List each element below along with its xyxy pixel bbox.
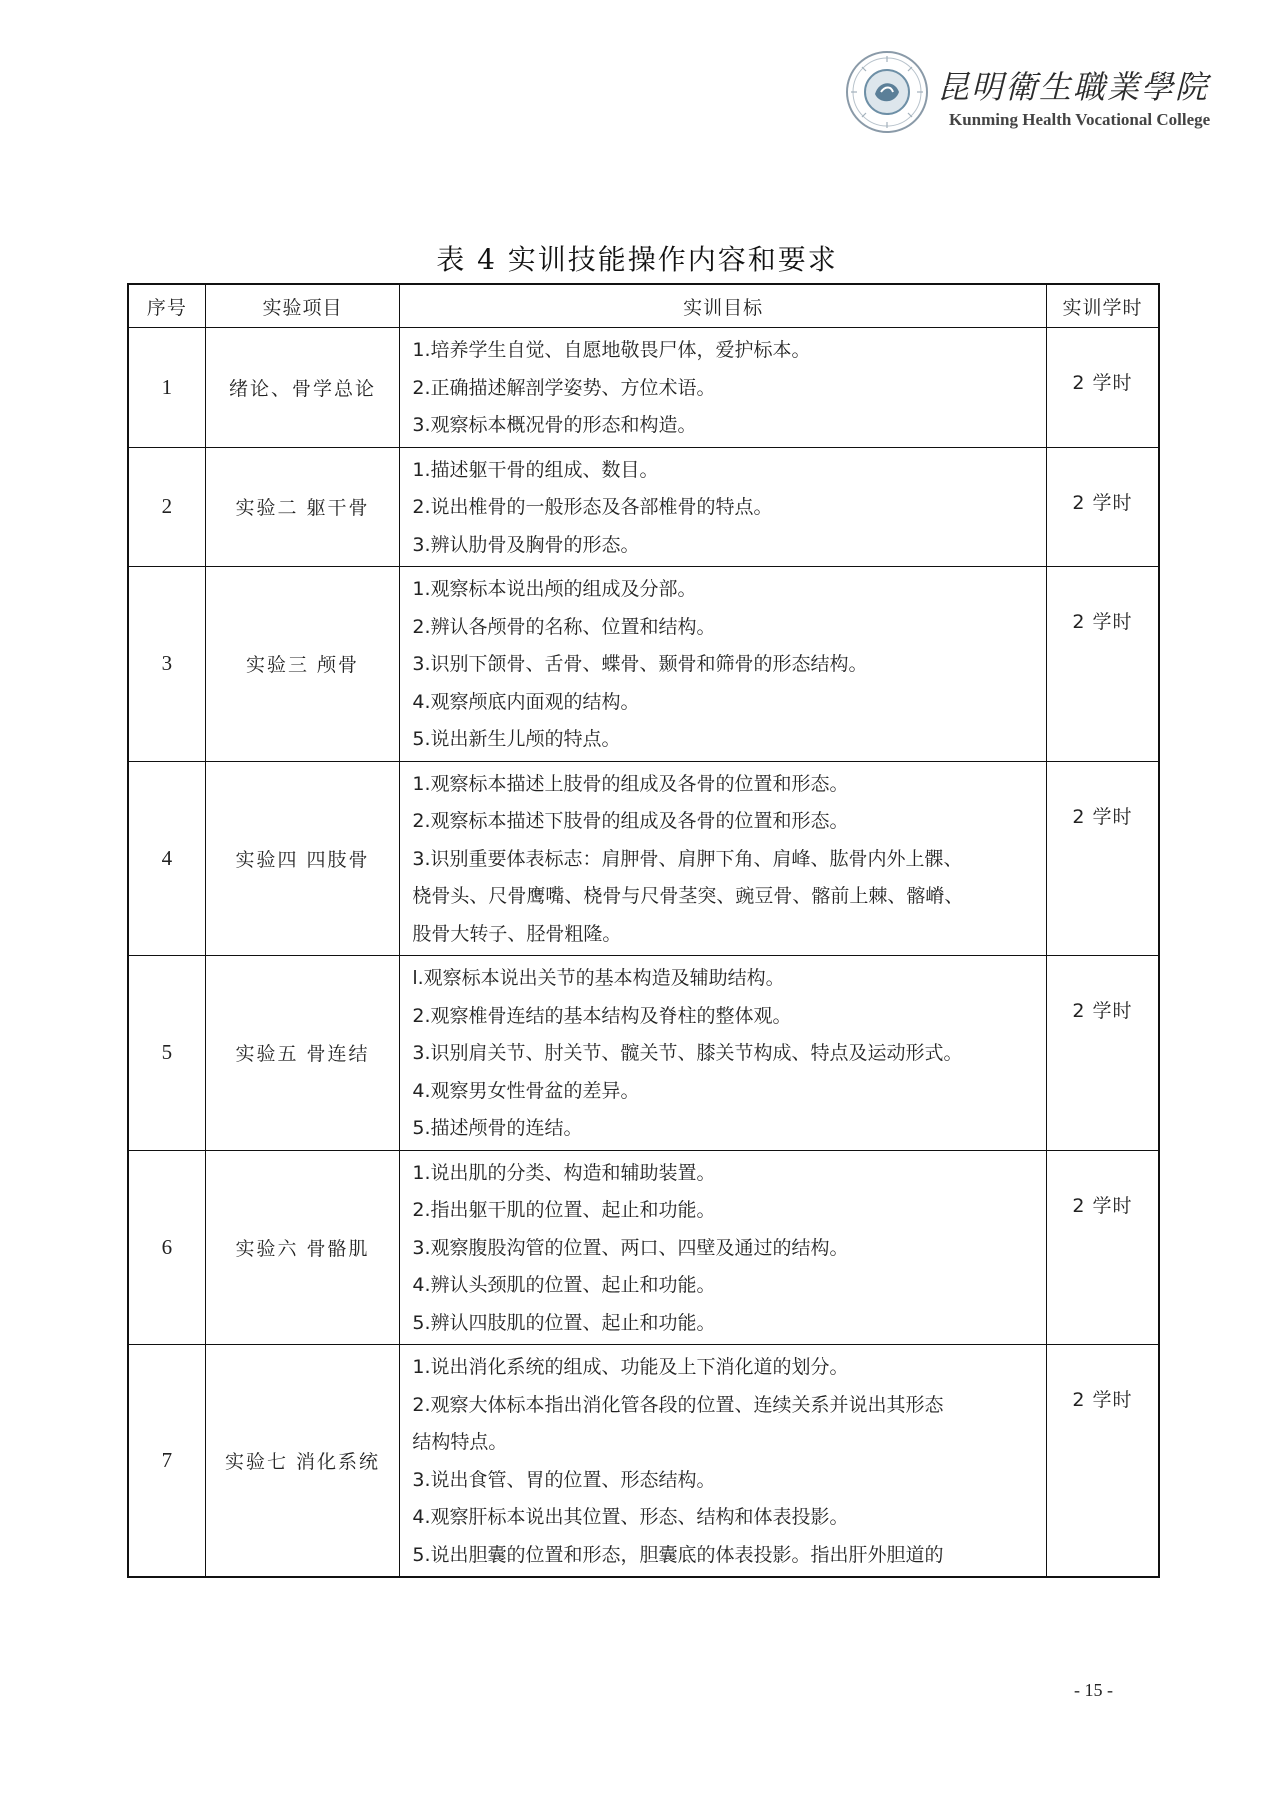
goal-line: 5.说出胆囊的位置和形态，胆囊底的体表投影。指出肝外胆道的 (412, 1543, 944, 1566)
goal-line: 1.说出肌的分类、构造和辅助装置。 (412, 1161, 716, 1184)
goal-line: 3.辨认肋骨及胸骨的形态。 (412, 533, 640, 556)
row-hours: 2 学时 (1047, 447, 1160, 567)
row-goals (400, 761, 1047, 956)
goal-line: 3.识别下颌骨、舌骨、蝶骨、颞骨和筛骨的形态结构。 (412, 653, 868, 675)
page-number: - 15 - (1074, 1680, 1113, 1700)
goal-line: 2.辨认各颅骨的名称、位置和结构。 (412, 615, 716, 638)
goal-line: 2.指出躯干肌的位置、起止和功能。 (412, 1199, 716, 1221)
header-no: 序号 (128, 284, 205, 328)
table-row (128, 567, 1159, 762)
goal-line: 5.描述颅骨的连结。 (412, 1117, 583, 1139)
table-row (128, 956, 1159, 1151)
table-row (128, 1345, 1159, 1578)
row-hours: 2 学时 (1047, 761, 1160, 956)
row-no: 4 (128, 761, 205, 956)
row-no: 2 (128, 447, 205, 567)
goal-line: 2.说出椎骨的一般形态及各部椎骨的特点。 (412, 496, 773, 518)
goal-line: 4.观察颅底内面观的结构。 (412, 690, 640, 713)
row-no: 5 (128, 956, 205, 1151)
row-hours: 2 学时 (1047, 1150, 1160, 1345)
goal-line: 结构特点。 (412, 1431, 508, 1453)
goal-line: 1.描述躯干骨的组成、数目。 (412, 458, 659, 481)
goal-line: 5.辨认四肢肌的位置、起止和功能。 (412, 1311, 716, 1334)
row-no: 1 (128, 328, 205, 448)
goal-line: 3.识别重要体表标志：肩胛骨、肩胛下角、肩峰、肱骨内外上髁、 (412, 847, 963, 870)
college-header (845, 50, 1245, 140)
college-logo-icon (845, 50, 929, 134)
goal-line: 股骨大转子、胫骨粗隆。 (412, 922, 622, 945)
table-title: 表 4 实训技能操作内容和要求 (436, 243, 838, 276)
header-goals: 实训目标 (400, 284, 1047, 328)
table-row (128, 1150, 1159, 1345)
row-goals (400, 1345, 1047, 1578)
goal-line: 3.观察标本概况骨的形态和构造。 (412, 414, 697, 436)
goal-line: 2.正确描述解剖学姿势、方位术语。 (412, 376, 716, 399)
row-goals (400, 567, 1047, 762)
row-hours: 2 学时 (1047, 567, 1160, 762)
row-item: 实验二 躯干骨 (205, 447, 400, 567)
college-name-en: Kunming Health Vocational College (949, 110, 1211, 129)
goal-line: 1.说出消化系统的组成、功能及上下消化道的划分。 (412, 1356, 849, 1378)
row-goals (400, 447, 1047, 567)
row-no: 6 (128, 1150, 205, 1345)
table-row (128, 447, 1159, 567)
header-hours: 实训学时 (1047, 284, 1160, 328)
goal-line: 4.观察肝标本说出其位置、形态、结构和体表投影。 (412, 1506, 849, 1528)
row-hours: 2 学时 (1047, 328, 1160, 448)
goal-line: 1.观察标本描述上肢骨的组成及各骨的位置和形态。 (412, 772, 849, 795)
goal-line: 3.说出食管、胃的位置、形态结构。 (412, 1468, 716, 1491)
row-hours: 2 学时 (1047, 1345, 1160, 1578)
row-item: 绪论、骨学总论 (205, 328, 400, 448)
row-goals (400, 328, 1047, 448)
row-goals (400, 1150, 1047, 1345)
goal-line: 2.观察标本描述下肢骨的组成及各骨的位置和形态。 (412, 810, 849, 832)
goal-line: 1.观察标本说出颅的组成及分部。 (412, 578, 697, 600)
training-table (127, 283, 1160, 1578)
table-row (128, 328, 1159, 448)
row-hours: 2 学时 (1047, 956, 1160, 1151)
row-item: 实验五 骨连结 (205, 956, 400, 1151)
row-goals (400, 956, 1047, 1151)
row-item: 实验四 四肢骨 (205, 761, 400, 956)
goal-line: 3.观察腹股沟管的位置、两口、四壁及通过的结构。 (412, 1236, 849, 1259)
header-item: 实验项目 (205, 284, 400, 328)
goal-line: 1.培养学生自觉、自愿地敬畏尸体，爱护标本。 (412, 339, 811, 361)
row-no: 7 (128, 1345, 205, 1578)
row-no: 3 (128, 567, 205, 762)
row-item: 实验七 消化系统 (205, 1345, 400, 1578)
goal-line: 5.说出新生儿颅的特点。 (412, 728, 621, 750)
goal-line: 2.观察椎骨连结的基本结构及脊柱的整体观。 (412, 1004, 792, 1027)
college-name-cn: 昆明衛生職業學院 (937, 68, 1210, 106)
table-row (128, 761, 1159, 956)
goal-line: l.观察标本说出关节的基本构造及辅助结构。 (412, 967, 785, 989)
goal-line: 3.识别肩关节、肘关节、髋关节、膝关节构成、特点及运动形式。 (412, 1042, 963, 1064)
goal-line: 桡骨头、尺骨鹰嘴、桡骨与尺骨茎突、豌豆骨、髂前上棘、髂嵴、 (412, 885, 964, 907)
table-header-row (128, 284, 1159, 328)
goal-line: 2.观察大体标本指出消化管各段的位置、连续关系并说出其形态 (412, 1393, 944, 1416)
row-item: 实验六 骨骼肌 (205, 1150, 400, 1345)
goal-line: 4.辨认头颈肌的位置、起止和功能。 (412, 1274, 716, 1296)
goal-line: 4.观察男女性骨盆的差异。 (412, 1079, 640, 1102)
row-item: 实验三 颅骨 (205, 567, 400, 762)
